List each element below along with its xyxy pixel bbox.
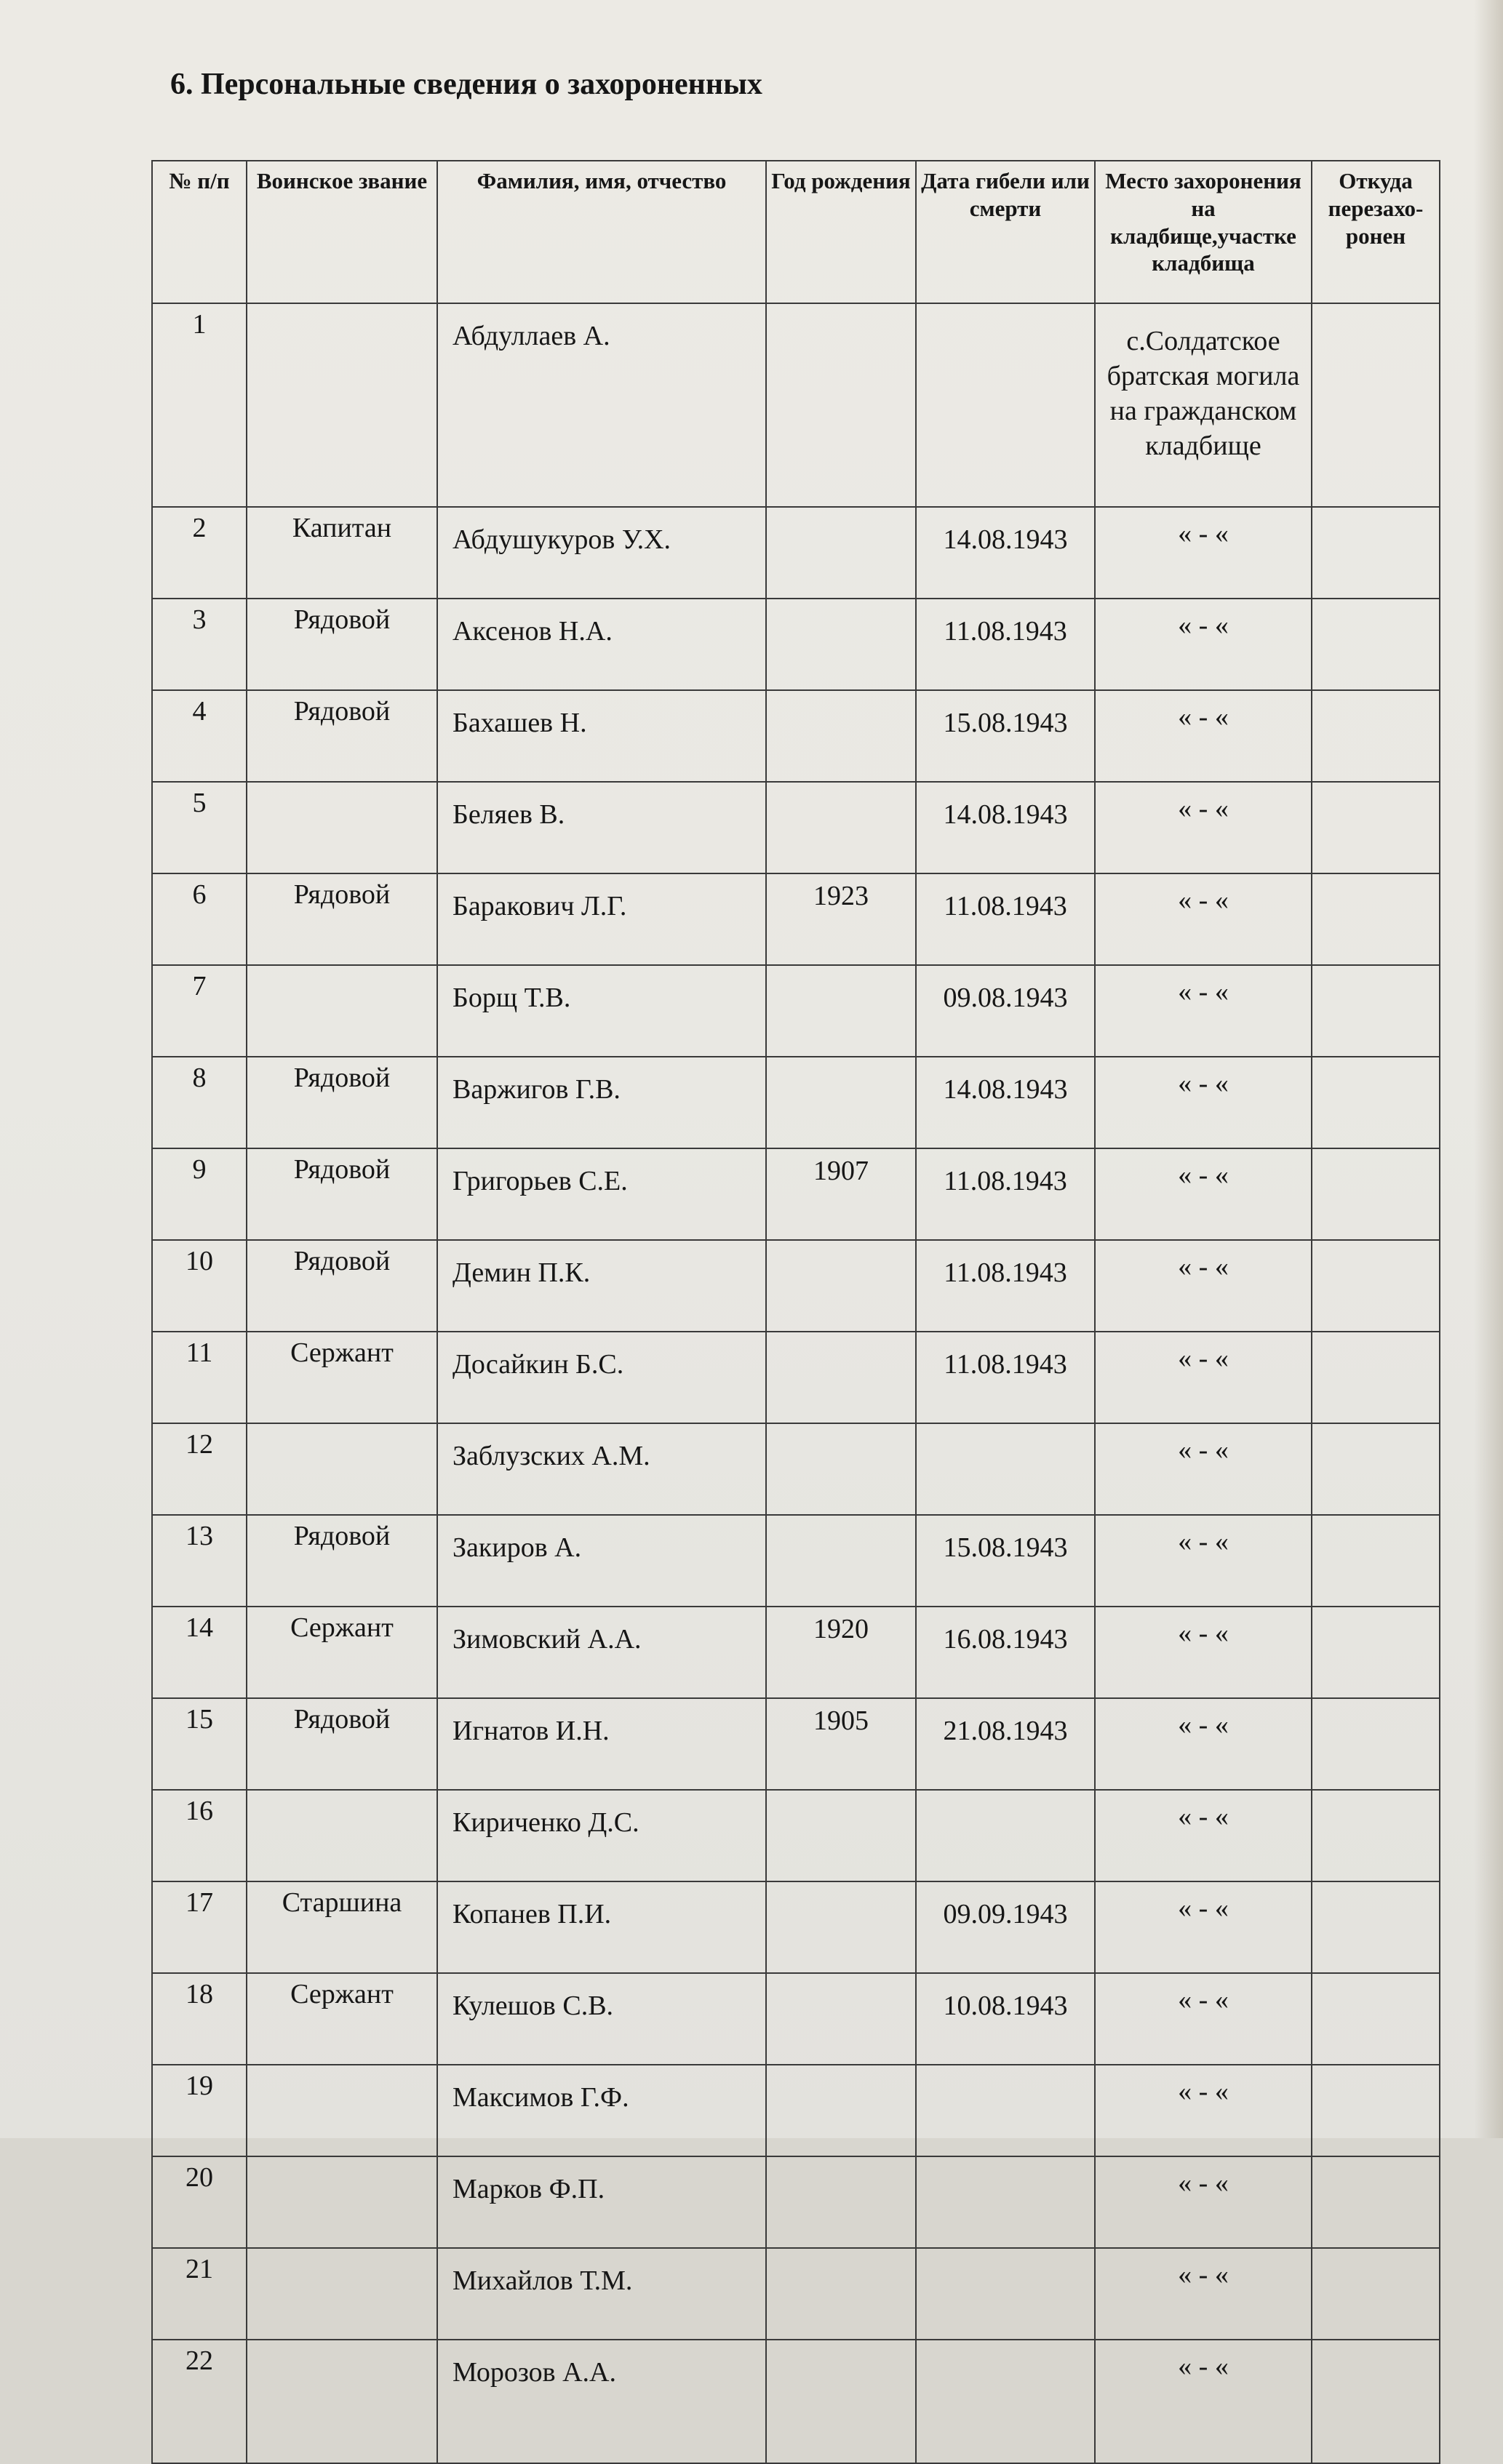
cell-from (1312, 599, 1440, 690)
cell-rank (247, 2340, 437, 2463)
cell-from (1312, 2065, 1440, 2156)
cell-year: 1905 (766, 1698, 916, 1790)
cell-year (766, 1332, 916, 1423)
table-row (152, 1423, 1440, 1515)
cell-year: 1907 (766, 1148, 916, 1240)
cell-name: Максимов Г.Ф. (437, 2065, 766, 2156)
cell-name: Аксенов Н.А. (437, 599, 766, 690)
cell-place: « - « (1095, 1148, 1312, 1240)
cell-rank (247, 782, 437, 873)
cell-name: Абдушукуров У.Х. (437, 507, 766, 599)
col-header-place: Место захоронения на кладбище,участке кладбища (1095, 161, 1312, 303)
col-header-num: № п/п (152, 161, 247, 303)
cell-from (1312, 2156, 1440, 2248)
cell-from (1312, 1698, 1440, 1790)
cell-rank: Сержант (247, 1973, 437, 2065)
cell-num: 19 (152, 2065, 247, 2156)
cell-place: « - « (1095, 2248, 1312, 2340)
table-row (152, 507, 1440, 599)
cell-from (1312, 1332, 1440, 1423)
cell-date: 11.08.1943 (916, 1332, 1095, 1423)
cell-date: 10.08.1943 (916, 1973, 1095, 2065)
cell-year (766, 1973, 916, 2065)
cell-num: 1 (152, 303, 247, 507)
cell-place: « - « (1095, 965, 1312, 1057)
cell-name: Закиров А. (437, 1515, 766, 1607)
cell-place: « - « (1095, 1698, 1312, 1790)
cell-from (1312, 1148, 1440, 1240)
cell-rank: Рядовой (247, 690, 437, 782)
cell-place: « - « (1095, 782, 1312, 873)
cell-rank (247, 965, 437, 1057)
table-row (152, 1698, 1440, 1790)
cell-date: 11.08.1943 (916, 1240, 1095, 1332)
table-row (152, 1607, 1440, 1698)
cell-rank: Рядовой (247, 873, 437, 965)
cell-place: « - « (1095, 1057, 1312, 1148)
cell-date: 15.08.1943 (916, 690, 1095, 782)
cell-from (1312, 1607, 1440, 1698)
cell-num: 22 (152, 2340, 247, 2463)
cell-date (916, 2248, 1095, 2340)
cell-rank: Капитан (247, 507, 437, 599)
cell-date (916, 2065, 1095, 2156)
cell-name: Борщ Т.В. (437, 965, 766, 1057)
cell-year (766, 2065, 916, 2156)
table-row (152, 2340, 1440, 2463)
cell-date: 11.08.1943 (916, 1148, 1095, 1240)
col-header-date: Дата гибели или смерти (916, 161, 1095, 303)
cell-from (1312, 1240, 1440, 1332)
cell-year (766, 1423, 916, 1515)
cell-name: Зимовский А.А. (437, 1607, 766, 1698)
cell-num: 10 (152, 1240, 247, 1332)
section-heading: 6. Персональные сведения о захороненных (170, 68, 762, 101)
cell-rank: Рядовой (247, 1240, 437, 1332)
cell-from (1312, 965, 1440, 1057)
cell-num: 5 (152, 782, 247, 873)
table-row (152, 1973, 1440, 2065)
cell-from (1312, 1057, 1440, 1148)
col-header-from: Откуда перезахо-ронен (1312, 161, 1440, 303)
cell-date: 11.08.1943 (916, 599, 1095, 690)
cell-year (766, 965, 916, 1057)
table-row (152, 965, 1440, 1057)
cell-name: Абдуллаев А. (437, 303, 766, 507)
cell-num: 12 (152, 1423, 247, 1515)
cell-year (766, 2248, 916, 2340)
cell-place: « - « (1095, 599, 1312, 690)
cell-num: 15 (152, 1698, 247, 1790)
cell-name: Досайкин Б.С. (437, 1332, 766, 1423)
table-row (152, 1240, 1440, 1332)
table-row (152, 2156, 1440, 2248)
cell-place: « - « (1095, 1790, 1312, 1881)
cell-rank: Рядовой (247, 599, 437, 690)
cell-place: « - « (1095, 1240, 1312, 1332)
table-row (152, 1057, 1440, 1148)
cell-num: 7 (152, 965, 247, 1057)
cell-num: 14 (152, 1607, 247, 1698)
burials-table (151, 160, 1440, 2464)
cell-num: 11 (152, 1332, 247, 1423)
cell-name: Морозов А.А. (437, 2340, 766, 2463)
cell-num: 3 (152, 599, 247, 690)
cell-name: Бахашев Н. (437, 690, 766, 782)
cell-num: 16 (152, 1790, 247, 1881)
cell-date (916, 303, 1095, 507)
cell-name: Заблузских А.М. (437, 1423, 766, 1515)
cell-num: 9 (152, 1148, 247, 1240)
cell-place: « - « (1095, 1881, 1312, 1973)
cell-name: Кулешов С.В. (437, 1973, 766, 2065)
table-row (152, 690, 1440, 782)
cell-rank (247, 2156, 437, 2248)
cell-year: 1923 (766, 873, 916, 965)
cell-date: 21.08.1943 (916, 1698, 1095, 1790)
cell-rank (247, 2065, 437, 2156)
cell-from (1312, 2248, 1440, 2340)
cell-name: Демин П.К. (437, 1240, 766, 1332)
cell-name: Григорьев С.Е. (437, 1148, 766, 1240)
cell-rank: Сержант (247, 1332, 437, 1423)
cell-name: Михайлов Т.М. (437, 2248, 766, 2340)
table-row (152, 1148, 1440, 1240)
cell-num: 6 (152, 873, 247, 965)
col-header-name: Фамилия, имя, отчество (437, 161, 766, 303)
cell-rank (247, 303, 437, 507)
cell-num: 8 (152, 1057, 247, 1148)
cell-place: « - « (1095, 1332, 1312, 1423)
col-header-rank: Воинское звание (247, 161, 437, 303)
cell-year (766, 1057, 916, 1148)
cell-date (916, 2340, 1095, 2463)
table-row (152, 1790, 1440, 1881)
cell-place: « - « (1095, 2340, 1312, 2463)
table-row (152, 782, 1440, 873)
cell-num: 17 (152, 1881, 247, 1973)
cell-year (766, 1515, 916, 1607)
cell-from (1312, 690, 1440, 782)
cell-rank (247, 1423, 437, 1515)
cell-rank: Рядовой (247, 1148, 437, 1240)
cell-num: 13 (152, 1515, 247, 1607)
cell-place: « - « (1095, 1973, 1312, 2065)
cell-date: 14.08.1943 (916, 507, 1095, 599)
cell-year (766, 2156, 916, 2248)
cell-year (766, 1790, 916, 1881)
cell-place: « - « (1095, 873, 1312, 965)
cell-name: Беляев В. (437, 782, 766, 873)
cell-from (1312, 1515, 1440, 1607)
table-row (152, 1881, 1440, 1973)
cell-place: « - « (1095, 507, 1312, 599)
cell-date: 11.08.1943 (916, 873, 1095, 965)
cell-name: Копанев П.И. (437, 1881, 766, 1973)
cell-name: Варжигов Г.В. (437, 1057, 766, 1148)
cell-rank: Рядовой (247, 1698, 437, 1790)
cell-date (916, 2156, 1095, 2248)
cell-year (766, 303, 916, 507)
cell-from (1312, 782, 1440, 873)
cell-year (766, 599, 916, 690)
cell-year (766, 2340, 916, 2463)
cell-date (916, 1423, 1095, 1515)
table-header-row (152, 161, 1440, 303)
cell-date: 16.08.1943 (916, 1607, 1095, 1698)
cell-num: 2 (152, 507, 247, 599)
cell-num: 20 (152, 2156, 247, 2248)
cell-date: 14.08.1943 (916, 782, 1095, 873)
cell-num: 21 (152, 2248, 247, 2340)
table-row (152, 599, 1440, 690)
cell-num: 18 (152, 1973, 247, 2065)
cell-from (1312, 1423, 1440, 1515)
cell-year (766, 507, 916, 599)
cell-rank (247, 1790, 437, 1881)
cell-date: 09.09.1943 (916, 1881, 1095, 1973)
table-row (152, 1515, 1440, 1607)
cell-name: Марков Ф.П. (437, 2156, 766, 2248)
cell-date: 14.08.1943 (916, 1057, 1095, 1148)
cell-place: « - « (1095, 2156, 1312, 2248)
cell-date (916, 1790, 1095, 1881)
cell-rank: Рядовой (247, 1057, 437, 1148)
cell-rank (247, 2248, 437, 2340)
cell-year (766, 1240, 916, 1332)
cell-place: с.Солдатское братская могила на гражданском кладбище (1095, 303, 1312, 507)
cell-num: 4 (152, 690, 247, 782)
table-row (152, 303, 1440, 507)
cell-from (1312, 2340, 1440, 2463)
cell-place: « - « (1095, 1515, 1312, 1607)
cell-name: Кириченко Д.С. (437, 1790, 766, 1881)
cell-from (1312, 1973, 1440, 2065)
cell-year (766, 1881, 916, 1973)
cell-year (766, 782, 916, 873)
cell-rank: Сержант (247, 1607, 437, 1698)
table-row (152, 2065, 1440, 2156)
cell-name: Баракович Л.Г. (437, 873, 766, 965)
cell-rank: Рядовой (247, 1515, 437, 1607)
table-row (152, 873, 1440, 965)
cell-name: Игнатов И.Н. (437, 1698, 766, 1790)
cell-from (1312, 507, 1440, 599)
cell-place: « - « (1095, 690, 1312, 782)
cell-from (1312, 873, 1440, 965)
cell-year: 1920 (766, 1607, 916, 1698)
cell-from (1312, 1881, 1440, 1973)
cell-rank: Старшина (247, 1881, 437, 1973)
col-header-year: Год рождения (766, 161, 916, 303)
cell-date: 15.08.1943 (916, 1515, 1095, 1607)
cell-from (1312, 303, 1440, 507)
cell-date: 09.08.1943 (916, 965, 1095, 1057)
cell-from (1312, 1790, 1440, 1881)
cell-place: « - « (1095, 2065, 1312, 2156)
table-row (152, 2248, 1440, 2340)
cell-place: « - « (1095, 1607, 1312, 1698)
cell-year (766, 690, 916, 782)
table-row (152, 1332, 1440, 1423)
cell-place: « - « (1095, 1423, 1312, 1515)
